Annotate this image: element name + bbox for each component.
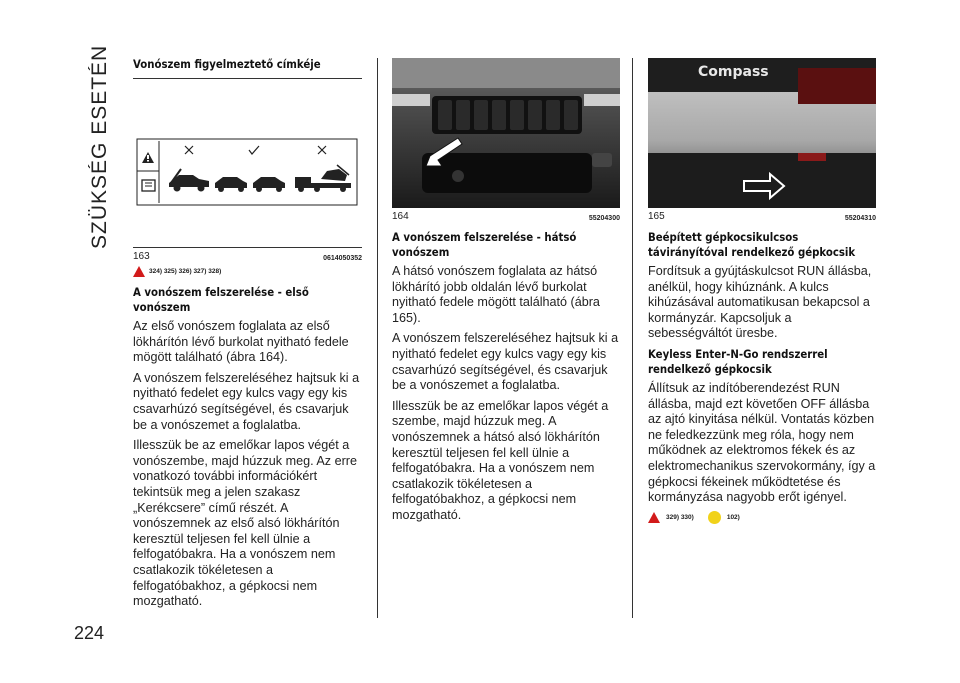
warning-ref-list: 329) 330)	[666, 513, 694, 521]
rear-bumper-photo	[648, 58, 876, 208]
paragraph: Illesszük be az emelőkar lapos végét a szembe, majd húzzuk meg. A vonószemnek a hátsó alsó lökhárítón keresztül teljesen fel kell ülnie a felfogatóbakra. Ha a vonószem nem csatlakozik tökéletesen a felfogatóbakhoz, a gépkocsi nem mozgatható.	[392, 398, 609, 522]
column-divider-1	[377, 58, 378, 618]
column-3	[648, 58, 876, 532]
paragraph: Az első vonószem foglalata az első lökhárítón lévő burkolat nyitható fedele mögött található (ábra 164).	[133, 319, 349, 365]
paragraph: A hátsó vonószem foglalata az hátsó lökhárító jobb oldalán lévő burkolat nyitható fedele mögött található (ábra 165).	[392, 264, 600, 325]
warning-ref-list: 324) 325) 326) 327) 328)	[149, 268, 222, 275]
heading-rear-tow-eye: A vonószem felszerelése - hátsó vonószem	[392, 231, 577, 259]
front-bumper-photo	[392, 58, 620, 208]
heading-keyless: Keyless Enter-N-Go rendszerrel rendelkező gépkocsik	[648, 347, 828, 376]
rule	[133, 247, 362, 248]
column-divider-2	[632, 58, 633, 618]
figure-number: 165	[648, 211, 665, 222]
heading-front-tow-eye: A vonószem felszerelése - első vonószem	[133, 286, 309, 314]
figure-164-photo	[392, 58, 620, 208]
warning-icon	[133, 266, 145, 277]
paragraph: A vonószem felszereléséhez hajtsuk ki a nyitható fedelet egy kulcs vagy egy kis csavarhúzó segítségével, és csavarjuk be a vonószemet a foglalatba.	[133, 370, 360, 432]
model-badge: Compass	[698, 64, 769, 80]
paragraph: A vonószem felszereléséhez hajtsuk ki a nyitható fedelet egy kulcs vagy egy kis csavarhúzó segítségével, és csavarjuk be a vonószemet a foglalatba.	[392, 331, 619, 393]
heading-integrated-key: Beépített gépkocsikulcsos távirányítóval rendelkező gépkocsik	[648, 231, 856, 259]
tow-label-illustration	[133, 79, 362, 229]
warning-references	[648, 511, 876, 524]
note-ref-list: 102)	[726, 513, 740, 521]
section-side-title: SZÜKSÉG ESETÉN	[88, 44, 111, 249]
figure-caption	[133, 251, 362, 262]
column-1	[133, 57, 362, 615]
figure-number: 164	[392, 211, 409, 222]
paragraph: Illesszük be az emelőkar lapos végét a vonószembe, majd húzzuk meg. Az erre vonatkozó további információkért tekintsük meg a jelen szakasz „Kerékcsere” című részét. A vonószemnek az első alsó lökhárítón keresztül teljesen fel kell ülnie a felfogatóbakra. Ha a vonószem nem csatlakozik tökéletesen a felfogatóbakhoz, a gépkocsi nem mozgatható.	[133, 438, 357, 609]
figure-165-photo	[648, 58, 876, 208]
warning-icon	[648, 512, 660, 523]
section-title: Vonószem figyelmeztető címkéje	[133, 58, 321, 71]
figure-163	[133, 79, 362, 229]
figure-caption	[392, 211, 620, 222]
figure-code: 0614050352	[323, 255, 362, 262]
warning-references	[133, 266, 362, 277]
figure-code: 55204310	[844, 215, 876, 222]
page-number: 224	[74, 623, 105, 643]
paragraph: Fordítsuk a gyújtáskulcsot RUN állásba, anélkül, hogy kihúznánk. A kulcs kihúzásával automatikusan bekapcsol a kormányzár. Kapcsoljuk a sebességváltót üresbe.	[648, 264, 872, 341]
figure-code: 55204300	[588, 215, 620, 222]
note-icon	[708, 511, 721, 524]
paragraph: Állítsuk az indítóberendezést RUN állásba, majd ezt követően OFF állásba az ajtó kinyitása nélkül. Vontatás közben ne feledkezzünk meg róla, hogy nem működnek az elektromos fékek és az elektromechanikus szervokormány, így a gépkocsi fékeinek működtetése és kormányzása nagyobb erőt igényel.	[648, 380, 876, 505]
figure-number: 163	[133, 251, 150, 262]
column-2	[392, 58, 620, 529]
figure-caption	[648, 211, 876, 222]
